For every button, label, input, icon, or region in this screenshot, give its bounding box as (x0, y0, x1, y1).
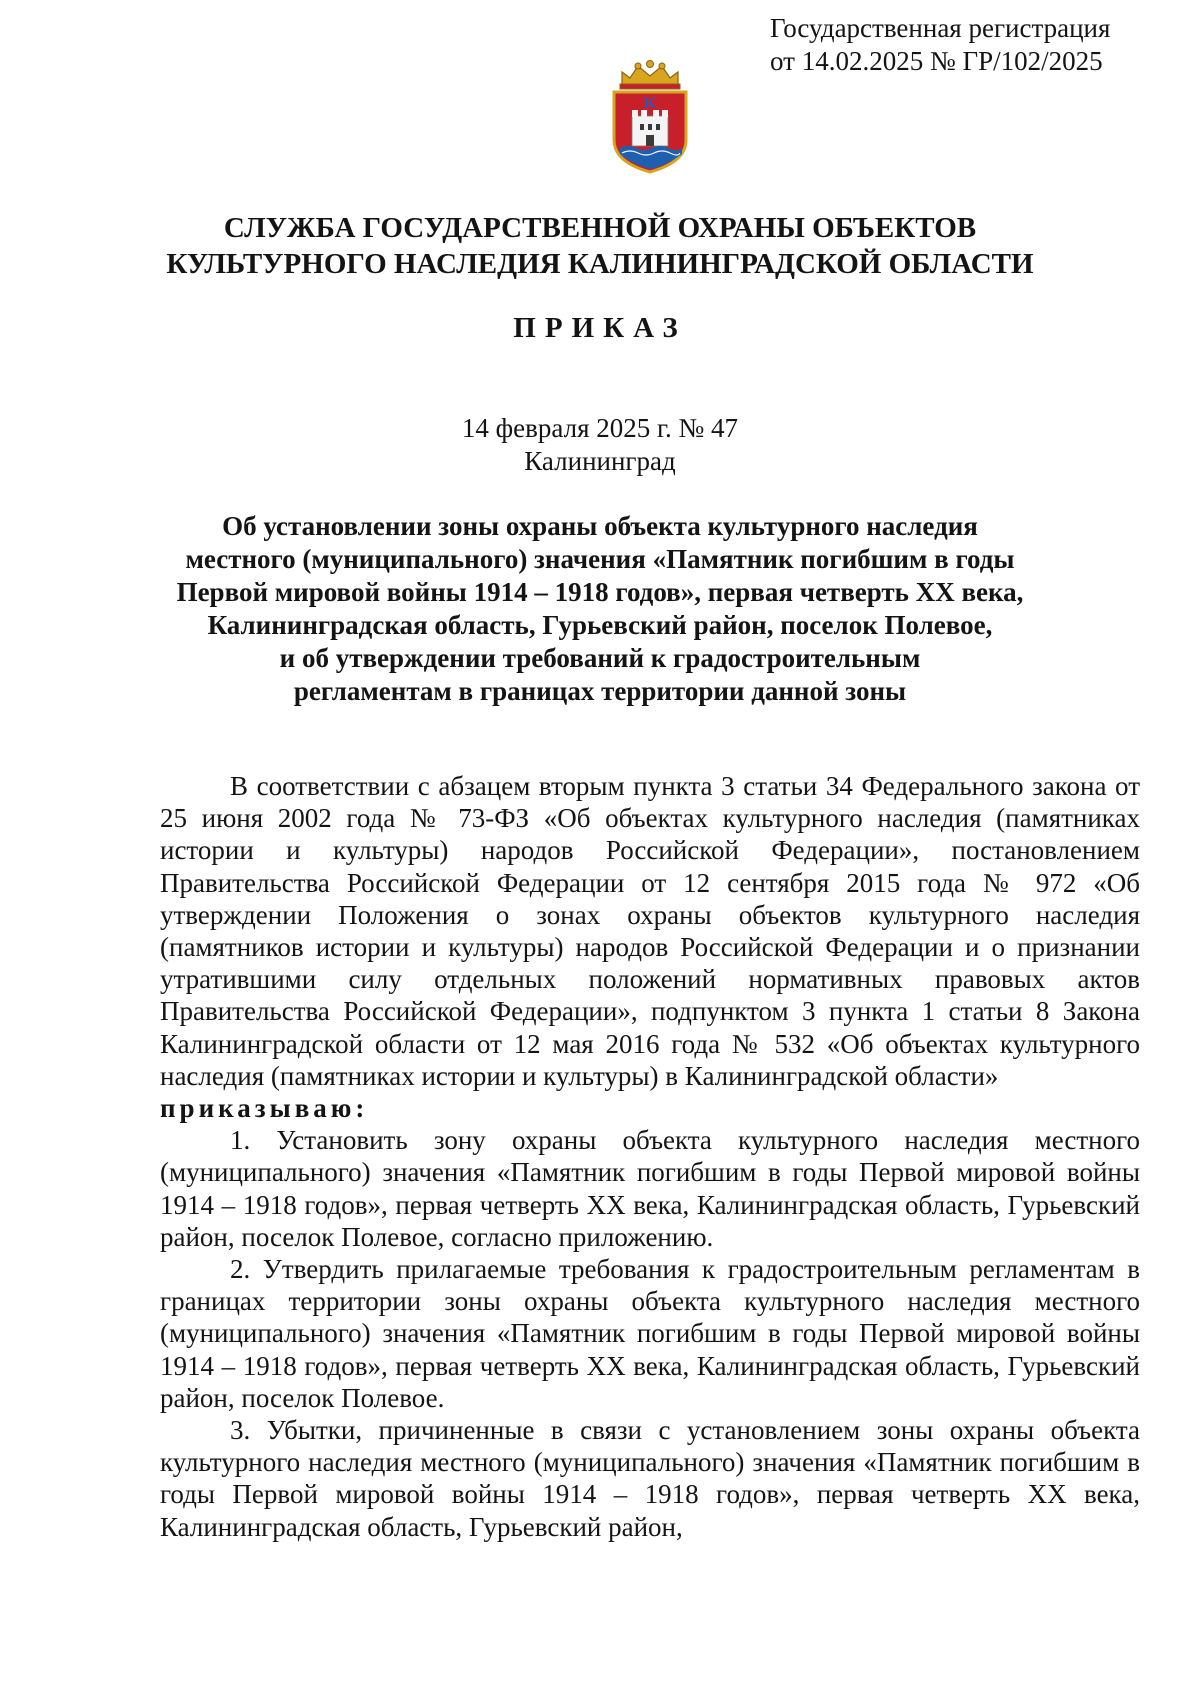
date-number: 14 февраля 2025 г. № 47 (461, 413, 739, 443)
registration-stamp (770, 12, 1190, 78)
subject-line: местного (муниципального) значения «Памятник погибшим в годы (185, 544, 1015, 574)
order-item-3: 3. Убытки, причиненные в связи с установлением зоны охраны объекта культурного наследия местного (муниципального) значения «Памятник погибшим в годы Первой мировой войны 1914 – 1918 годов», первая четверть XX века, Калининградская область, Гурьевский район, (160, 1415, 1140, 1542)
organization-line-2: КУЛЬТУРНОГО НАСЛЕДИЯ КАЛИНИНГРАДСКОЙ ОБЛАСТИ (166, 248, 1034, 280)
crown-icon (620, 61, 680, 90)
subject-line: Калининградская область, Гурьевский район, поселок Полевое, (207, 610, 993, 640)
registration-line-2: от 14.02.2025 № ГР/102/2025 (770, 46, 1103, 76)
subject-line: и об утверждении требований к градостроительным (279, 643, 921, 673)
order-body (160, 770, 1140, 1543)
decree-word: приказываю: (160, 1093, 369, 1124)
order-subject (100, 510, 1100, 708)
organization-name (100, 210, 1100, 282)
city: Калининград (524, 446, 676, 476)
order-item-1: 1. Установить зону охраны объекта культурного наследия местного (муниципального) значения «Памятник погибшим в годы Первой мировой войны 1914 – 1918 годов», первая четверть XX века, Калининградская область, Гурьевский район, поселок Полевое, согласно приложению. (160, 1125, 1140, 1252)
organization-line-1: СЛУЖБА ГОСУДАРСТВЕННОЙ ОХРАНЫ ОБЪЕКТОВ (223, 212, 977, 244)
preamble-paragraph (160, 770, 1140, 1124)
svg-text:K: K (643, 95, 657, 112)
registration-line-1: Государственная регистрация (770, 13, 1111, 43)
date-and-number-block (100, 412, 1100, 478)
subject-line: регламентам в границах территории данной зоны (293, 676, 907, 706)
subject-line: Первой мировой войны 1914 – 1918 годов», первая четверть XX века, (176, 577, 1024, 607)
preamble-text: В соответствии с абзацем вторым пункта 3 статьи 34 Федерального закона от 25 июня 2002 года № 73-ФЗ «Об объектах культурного наследия (памятниках истории и культуры) народов Российской Федерации», постановлением Правительства Российской Федерации от 12 сентября 2015 года № 972 «Об утверждении Положения о зонах охраны объектов культурного наследия (памятников истории и культуры) народов Российской Федерации и о признании утратившими силу отдельных положений нормативных правовых актов Правительства Российской Федерации», подпунктом 3 пункта 1 статьи 8 Закона Калининградской области от 12 мая 2016 года № 532 «Об объектах культурного наследия (памятниках истории и культуры) в Калининградской области» (160, 771, 1140, 1091)
emblem-svg (608, 58, 692, 176)
kaliningrad-coat-of-arms-icon (608, 58, 692, 176)
subject-line: Об установлении зоны охраны объекта культурного наследия (222, 511, 978, 541)
document-type-title: ПРИКАЗ (513, 312, 687, 344)
order-item-2: 2. Утвердить прилагаемые требования к градостроительным регламентам в границах территории зоны охраны объекта культурного наследия местного (муниципального) значения «Памятник погибшим в годы Первой мировой войны 1914 – 1918 годов», первая четверть XX века, Калининградская область, Гурьевский район, поселок Полевое. (160, 1254, 1140, 1413)
